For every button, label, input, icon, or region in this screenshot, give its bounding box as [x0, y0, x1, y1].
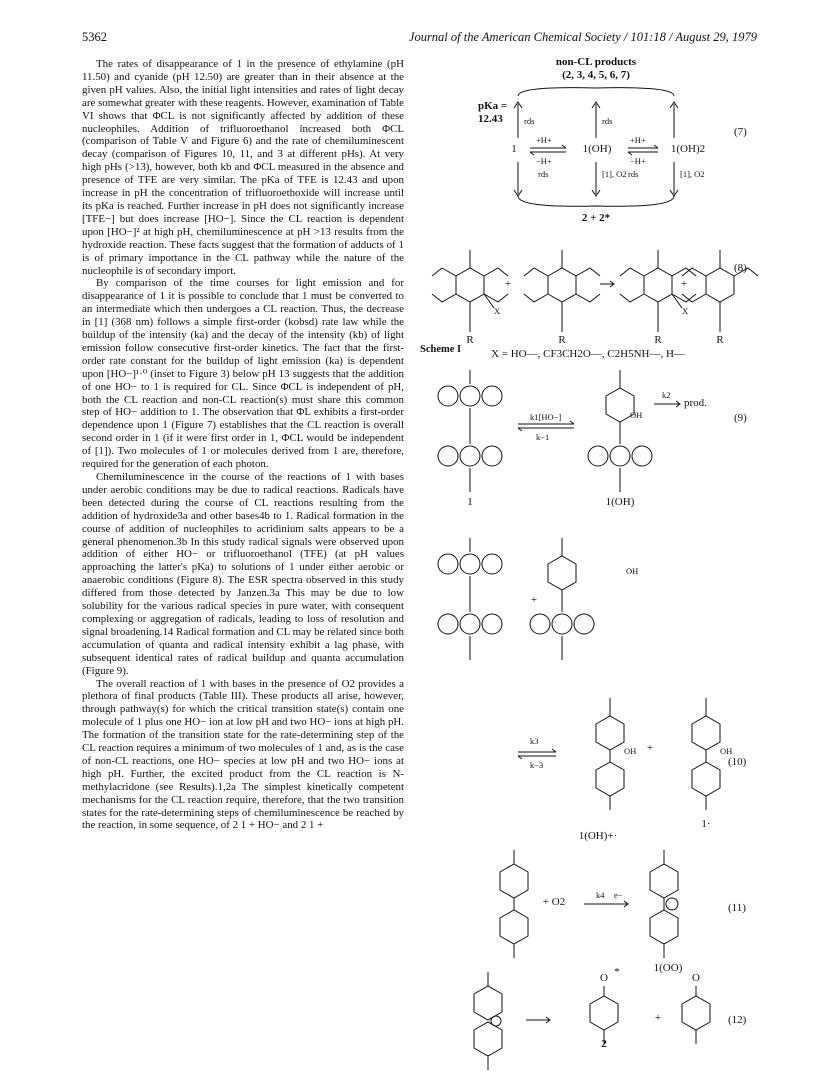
eq7-rds-3: rds — [538, 169, 549, 179]
eq8-x-2: X — [682, 306, 689, 316]
journal-citation: Journal of the American Chemical Society / 101:18 / August 29, 1979 — [408, 30, 757, 44]
eq7-bottom-label: 2 + 2* — [581, 212, 611, 224]
eq11-plus-o2: + O2 — [542, 896, 566, 908]
eq11-e: e− — [614, 890, 623, 900]
scheme-title: Scheme I — [420, 344, 462, 355]
eq7-plus-h-1: +H+ — [536, 135, 552, 145]
eq10-structures — [418, 524, 760, 844]
eq12-structures — [418, 964, 760, 1074]
eq10-oh-1: OH — [626, 566, 639, 576]
paragraph-3: Chemiluminescence in the course of the reactions of 1 with bases under aerobic conditions may be due to radical reactions. Radicals have been detected during the course of CL reactions resulting from the addition of hydroxide3a and other bases4b to 1. Radical formation in the course of addition of nucleophiles to acridinium salts appears to be a general phenomenon.3b In this study radical signals were observed upon addition of either HO− or trifluoroethanol (TFE) (at pH values approaching the latter's pKa) to solutions of 1 under either aerobic or anaerobic conditions (Figure 8). The ESR spectra observed in this study differed from those detected by Janzen.3a This may be due to low solubility for the various radical species in pure water, with consequent complexing or aggregation of radicals, leading to loss of resolution and signal broadening.14 Radical formation and CL may be related since both accumulation of quanta and radical intensity exhibit a lag phase, with subsequent identical rates of radical buildup and quanta accumulation (Figure 9). — [82, 471, 404, 677]
paragraph-2: By comparison of the time courses for light emission and for disappearance of 1 it is possible to conclude that 1 must be converted to an intermediate which then undergoes a CL reaction. Thus, the decrease in [1] (368 nm) follows a simple first-order (kobsd) rate law while the buildup of the intensity (ka) and the decay of the intensity (kb) of light emission follow consecutive first-order kinetics. The fact that the first-order rate constant for the buildup of light emission (ka) is dependent upon [HO−]¹·⁰ (inset to Figure 3) below pH 13 suggests that the addition of one HO− to 1 is required for CL. Since ΦCL is independent of pH, both the CL reaction and non-CL reaction(s) must share this common step of HO− addition to 1. The observation that ΦL exhibits a first-order dependence upon 1 (Figure 7) establishes that the CL reaction is overall second order in 1 (if it were first order in 1, ΦCL would be independent of [1]). Two molecules of 1 or molecules derived from 1 are, therefore, required for the generation of each photon. — [82, 277, 404, 471]
eq7-pka-label: pKa = — [478, 100, 508, 112]
right-column-equations — [418, 56, 760, 1056]
eq7-plus-h-2: +H+ — [630, 135, 646, 145]
eq10-km3: k−3 — [530, 760, 544, 770]
eq10-label-1dot: 1· — [701, 818, 711, 830]
eq8-r-1: R — [466, 334, 474, 346]
eq11-structures — [418, 842, 760, 972]
eq9-k2: k2 — [662, 390, 671, 400]
eq10-oh-3: OH — [720, 746, 733, 756]
eq11-number: (11) — [728, 902, 746, 914]
eq8-r-3: R — [654, 334, 662, 346]
eq7-rds-4: rds — [628, 169, 639, 179]
eq7-species-1oh: 1(OH) — [582, 143, 612, 155]
eq7-rds-1: rds — [524, 116, 535, 126]
eq7-number: (7) — [734, 126, 747, 138]
eq8-x-definition: X = HO—, CF3CH2O—, C2H5NH—, H— — [491, 348, 685, 360]
page-header — [82, 30, 757, 50]
eq7-pka-value: 12.43 — [478, 113, 503, 125]
eq10-plus-1: + — [530, 594, 538, 606]
paragraph-4: The overall reaction of 1 with bases in the presence of O2 provides a plethora of final products (Table III). These products all arise, however, through pathway(s) for which the critical transition state(s) contain one molecule of 1 plus one HO− ion at low pH and two HO− ions at high pH. The formation of the transition state for the rate-determining step of the CL reaction requires a minimum of two molecules of 1 and, as is the case of non-CL reactions, one HO− species at low pH and two HO− ions at high pH. Further, the excited product from the CL reaction is N-methylacridone (see Results).1,2a The simplest kinetically competent mechanisms for the CL reaction require, therefore, that the two transition states for the rate-determining steps of chemiluminescence be reached by the reaction, in some sequence, of 2 1 + HO− and 2 1 + — [82, 677, 404, 832]
paragraph-1: The rates of disappearance of 1 in the presence of ethylamine (pH 11.50) and cyanide (pH 12.50) are greater than in their absence at the given pH values. Also, the initial light intensities and rates of light decay are somewhat greater with these reagents. However, examination of Table VI shows that ΦCL is not significantly affected by addition of these nucleophiles. Addition of trifluoroethanol increased both ΦCL (comparison of Table V and Figure 6) and the rate of chemiluminescent decay (comparison of Figures 10, 11, and 3 at different pHs). At very high pHs (>13), however, both kb and ΦCL measured in the absence and presence of TFE are very similar. The pKa of TFE is 12.43 and upon increase in pH the concentration of trifluoroethoxide will increase until its pKa is reached. Further increase in pH does not significantly increase [TFE−] but does increase [HO−]. Since the CL reaction is dependent upon [HO−]² at high pH, chemiluminescence at pH >13 results from the hydroxide reaction. These facts suggest that the formation of adducts of 1 is of primary importance in the CL pathway while the nature of the nucleophile is of secondary import. — [82, 58, 404, 277]
eq9-k1: k1[HO−] — [530, 412, 562, 422]
eq7-minus-h-1: −H+ — [536, 156, 552, 166]
eq10-label-radical: 1(OH)+· — [578, 830, 618, 842]
eq7-top-label-1: non-CL products — [555, 56, 637, 68]
eq12-number: (12) — [728, 1014, 747, 1026]
eq10-number: (10) — [728, 756, 747, 768]
eq10-plus-2: + — [646, 742, 654, 754]
eq12-o-1: O — [600, 972, 608, 984]
eq7-minus-h-2: −H+ — [630, 156, 646, 166]
page-number: 5362 — [82, 30, 107, 44]
eq8-plus-2: + — [680, 278, 688, 290]
eq12-star: * — [614, 966, 620, 978]
eq7-rds-2: rds — [602, 116, 613, 126]
eq7-top-label-2: (2, 3, 4, 5, 6, 7) — [562, 69, 630, 81]
eq8-number: (8) — [734, 262, 747, 274]
eq7-o2-1: [1], O2 — [602, 169, 627, 179]
eq9-label-1: 1 — [467, 496, 473, 508]
eq12-label-2: 2 — [601, 1038, 607, 1050]
eq10-k3: k3 — [530, 736, 539, 746]
eq12-plus: + — [654, 1012, 662, 1024]
left-column-text — [82, 58, 404, 832]
eq9-km1: k−1 — [536, 432, 550, 442]
eq9-oh: OH — [630, 410, 643, 420]
eq8-r-4: R — [716, 334, 724, 346]
eq9-number: (9) — [734, 412, 747, 424]
eq11-label: 1(OO) — [653, 962, 683, 974]
eq8-x-1: X — [494, 306, 501, 316]
eq8-r-2: R — [558, 334, 566, 346]
eq7-o2-2: [1], O2 — [680, 169, 705, 179]
eq7-species-1: 1 — [511, 143, 517, 155]
eq9-label-1oh: 1(OH) — [605, 496, 635, 508]
eq10-oh-2: OH — [624, 746, 637, 756]
eq11-k4: k4 — [596, 890, 605, 900]
eq12-o-2: O — [692, 972, 700, 984]
eq8-plus-1: + — [504, 278, 512, 290]
eq7-species-1oh2: 1(OH)2 — [670, 143, 706, 155]
eq9-product: prod. — [684, 397, 707, 409]
